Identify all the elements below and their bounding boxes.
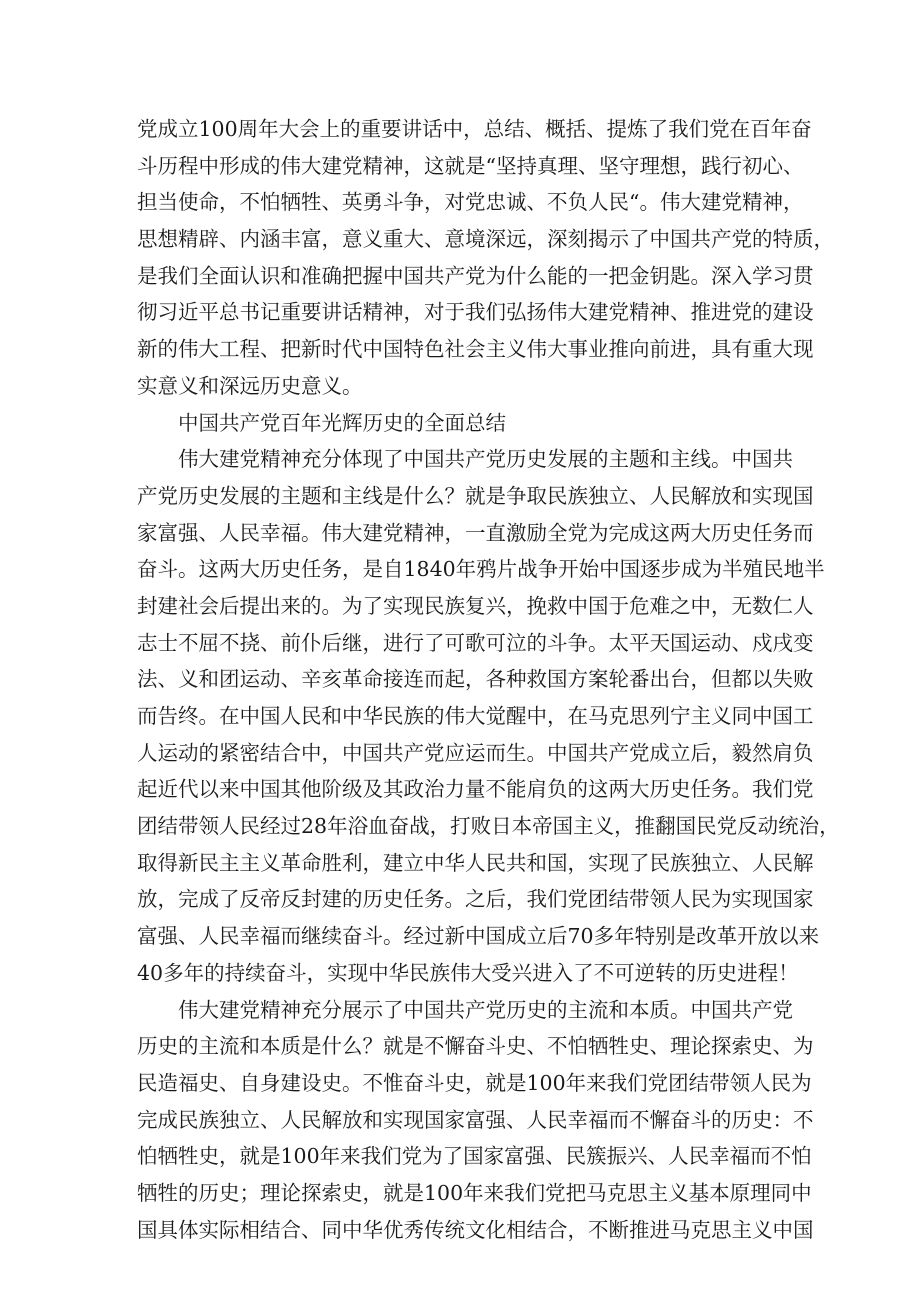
document-body	[137, 111, 840, 1248]
paragraph	[137, 441, 840, 991]
paragraph	[137, 992, 814, 1249]
text-line: 完成民族独立、人民解放和实现国家富强、人民幸福而不懈奋斗的历史：不	[137, 1107, 814, 1132]
text-line: 实意义和深远历史意义。	[137, 373, 363, 398]
text-line: 担当使命，不怕牺牲、英勇斗争，对党忠诚、不负人民“。伟大建党精神，	[137, 190, 804, 215]
text-line: 中国共产党百年光辉历史的全面总结	[178, 410, 506, 435]
text-line: 新的伟大工程、把新时代中国特色社会主义伟大事业推向前进，具有重大现	[137, 337, 814, 362]
text-line: 产党历史发展的主题和主线是什么？就是争取民族独立、人民解放和实现国	[137, 483, 814, 508]
text-line: 历史的主流和本质是什么？就是不懈奋斗史、不怕牺牲史、理论探索史、为	[137, 1034, 814, 1059]
text-line: 彻习近平总书记重要讲话精神，对于我们弘扬伟大建党精神、推进党的建设	[137, 300, 814, 325]
text-line: 民造福史、自身建设史。不惟奋斗史，就是100年来我们党团结带领人民为	[137, 1070, 812, 1095]
text-line: 牺牲的历史；理论探索史，就是100年来我们党把马克思主义基本原理同中	[137, 1180, 812, 1205]
text-line: 奋斗。这两大历史任务，是自1840年鸦片战争开始中国逐步成为半殖民地半	[137, 557, 825, 582]
text-line: 伟大建党精神充分展示了中国共产党历史的主流和本质。中国共产党	[178, 997, 793, 1022]
text-line: 家富强、人民幸福。伟大建党精神，一直激励全党为完成这两大历史任务而	[137, 520, 814, 545]
text-line: 起近代以来中国其他阶级及其政治力量不能肩负的这两大历史任务。我们党	[137, 777, 814, 802]
text-line: 取得新民主主义革命胜利，建立中华人民共和国，实现了民族独立、人民解	[137, 850, 814, 875]
text-line: 放，完成了反帝反封建的历史任务。之后，我们党团结带领人民为实现国家	[137, 887, 814, 912]
text-line: 封建社会后提出来的。为了实现民族复兴，挽救中国于危难之中，无数仁人	[137, 593, 814, 618]
text-line: 40多年的持续奋斗，实现中华民族伟大受兴进入了不可逆转的历史进程！	[137, 960, 799, 985]
text-line: 志士不屈不挠、前仆后继，进行了可歌可泣的斗争。太平天国运动、戍戌变	[137, 630, 814, 655]
text-line: 人运动的紧密结合中，中国共产党应运而生。中国共产党成立后，毅然肩负	[137, 740, 814, 765]
text-line: 党成立100周年大会上的重要讲话中，总结、概括、提炼了我们党在百年奋	[137, 117, 812, 141]
text-line: 而告终。在中国人民和中华民族的伟大觉醒中，在马克思列宁主义同中国工	[137, 704, 814, 728]
paragraph	[137, 111, 834, 405]
text-line: 国具体实际相结合、同中华优秀传统文化相结合，不断推进马克思主义中国	[137, 1217, 814, 1242]
text-line: 团结带领人民经过28年浴血奋战，打败日本帝国主义，推翻国民党反动统治，	[137, 814, 840, 839]
section-heading	[137, 405, 789, 442]
text-line: 伟大建党精神充分体现了中国共产党历史发展的主题和主线。中国共	[178, 447, 793, 472]
text-line: 思想精辟、内涵丰富，意义重大、意境深远，深刻揭示了中国共产党的特质，	[137, 227, 834, 252]
text-line: 怕牺牲史，就是100年来我们党为了国家富强、民簇振兴、人民幸福而不怕	[137, 1144, 812, 1169]
text-line: 斗历程中形成的伟大建党精神，这就是“坚持真理、坚守理想，践行初心、	[137, 153, 804, 178]
text-line: 是我们全面认识和准确把握中国共产党为什么能的一把金钥匙。深入学习贯	[137, 263, 814, 288]
text-line: 法、义和团运动、辛亥革命接连而起，各种救国方案轮番出台，但都以失败	[137, 667, 814, 692]
text-line: 富强、人民幸福而继续奋斗。经过新中国成立后70多年特别是改革开放以来	[137, 924, 820, 949]
